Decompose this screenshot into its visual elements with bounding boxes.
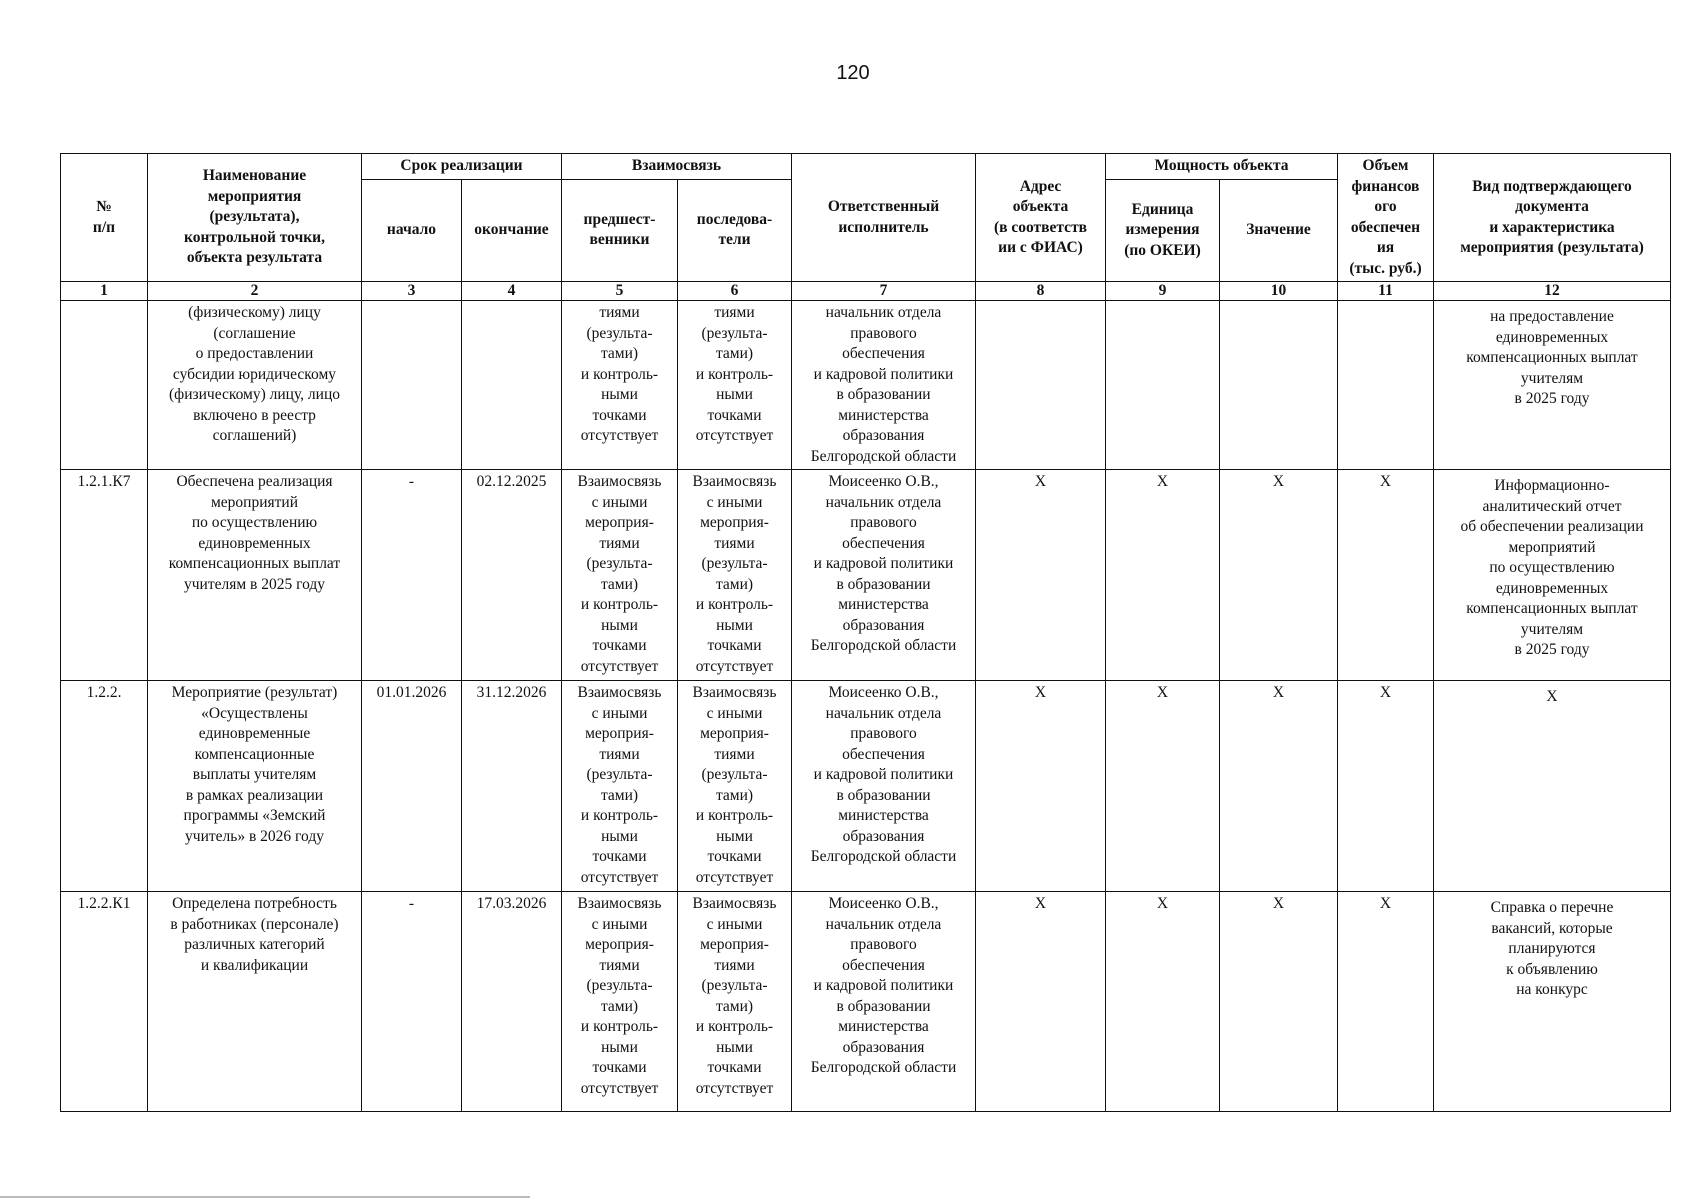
cell-value: Х (1220, 892, 1338, 1112)
cell-unit: Х (1106, 892, 1220, 1112)
column-number: 1 (61, 282, 148, 301)
cell-finance: Х (1338, 681, 1434, 892)
activities-table (60, 153, 1671, 1112)
cell-unit: Х (1106, 681, 1220, 892)
table-row (61, 301, 1671, 470)
cell-address (976, 301, 1106, 470)
table-body (61, 301, 1671, 1112)
header-term: Срок реализации (362, 154, 562, 180)
cell-finance (1338, 301, 1434, 470)
header-capacity: Мощность объекта (1106, 154, 1338, 180)
header-responsible: Ответственный исполнитель (792, 154, 976, 282)
header-unit: Единица измерения (по ОКЕИ) (1106, 179, 1220, 281)
column-number: 10 (1220, 282, 1338, 301)
page-number: 120 (836, 62, 870, 84)
cell-name: Определена потребность в работниках (персонале) различных категорий и квалификации (148, 892, 362, 1112)
cell-successors: Взаимосвязь с иными мероприя- тиями (результа- тами) и контроль- ными точками отсутствует (678, 892, 792, 1112)
table-row (61, 470, 1671, 681)
cell-num: 1.2.1.К7 (61, 470, 148, 681)
cell-responsible: начальник отдела правового обеспечения и кадровой политики в образовании министерства образования Белгородской области (792, 301, 976, 470)
scan-edge-line (0, 1196, 530, 1198)
cell-start: - (362, 892, 462, 1112)
column-number: 3 (362, 282, 462, 301)
header-value: Значение (1220, 179, 1338, 281)
cell-predecessors: Взаимосвязь с иными мероприя- тиями (результа- тами) и контроль- ными точками отсутствует (562, 681, 678, 892)
column-number-row (61, 282, 1671, 301)
cell-value (1220, 301, 1338, 470)
column-number: 4 (462, 282, 562, 301)
header-successors: последова- тели (678, 179, 792, 281)
column-number: 5 (562, 282, 678, 301)
column-number: 6 (678, 282, 792, 301)
cell-value: Х (1220, 681, 1338, 892)
cell-successors: Взаимосвязь с иными мероприя- тиями (результа- тами) и контроль- ными точками отсутствует (678, 681, 792, 892)
column-number: 7 (792, 282, 976, 301)
column-number: 12 (1434, 282, 1671, 301)
cell-name: Мероприятие (результат) «Осуществлены единовременные компенсационные выплаты учителям в рамках реализации программы «Земский учитель» в 2026 году (148, 681, 362, 892)
cell-address: Х (976, 470, 1106, 681)
cell-start: 01.01.2026 (362, 681, 462, 892)
cell-successors: Взаимосвязь с иными мероприя- тиями (результа- тами) и контроль- ными точками отсутствует (678, 470, 792, 681)
table-row (61, 892, 1671, 1112)
header-start: начало (362, 179, 462, 281)
cell-finance: Х (1338, 892, 1434, 1112)
cell-document: Справка о перечне вакансий, которые планируются к объявлению на конкурс (1434, 892, 1671, 1112)
header-end: окончание (462, 179, 562, 281)
cell-unit: Х (1106, 470, 1220, 681)
cell-end: 31.12.2026 (462, 681, 562, 892)
table-row (61, 681, 1671, 892)
header-num: № п/п (61, 154, 148, 282)
table-header (61, 154, 1671, 301)
column-number: 11 (1338, 282, 1434, 301)
column-number: 9 (1106, 282, 1220, 301)
cell-num: 1.2.2. (61, 681, 148, 892)
header-finance: Объем финансов ого обеспечен ия (тыс. руб.) (1338, 154, 1434, 282)
cell-name: Обеспечена реализация мероприятий по осуществлению единовременных компенсационных выплат учителям в 2025 году (148, 470, 362, 681)
header-document: Вид подтверждающего документа и характеристика мероприятия (результата) (1434, 154, 1671, 282)
cell-end: 02.12.2025 (462, 470, 562, 681)
cell-start: - (362, 470, 462, 681)
cell-document: на предоставление единовременных компенсационных выплат учителям в 2025 году (1434, 301, 1671, 470)
cell-value: Х (1220, 470, 1338, 681)
cell-address: Х (976, 892, 1106, 1112)
cell-responsible: Моисеенко О.В., начальник отдела правового обеспечения и кадровой политики в образовании министерства образования Белгородской области (792, 470, 976, 681)
cell-predecessors: Взаимосвязь с иными мероприя- тиями (результа- тами) и контроль- ными точками отсутствует (562, 470, 678, 681)
cell-name: (физическому) лицу (соглашение о предоставлении субсидии юридическому (физическому) лицу, лицо включено в реестр соглашений) (148, 301, 362, 470)
column-number: 2 (148, 282, 362, 301)
cell-finance: Х (1338, 470, 1434, 681)
cell-predecessors: Взаимосвязь с иными мероприя- тиями (результа- тами) и контроль- ными точками отсутствует (562, 892, 678, 1112)
cell-document: Х (1434, 681, 1671, 892)
cell-unit (1106, 301, 1220, 470)
cell-responsible: Моисеенко О.В., начальник отдела правового обеспечения и кадровой политики в образовании министерства образования Белгородской области (792, 681, 976, 892)
cell-predecessors: тиями (результа- тами) и контроль- ными точками отсутствует (562, 301, 678, 470)
cell-end (462, 301, 562, 470)
cell-start (362, 301, 462, 470)
header-link: Взаимосвязь (562, 154, 792, 180)
cell-num (61, 301, 148, 470)
cell-end: 17.03.2026 (462, 892, 562, 1112)
cell-responsible: Моисеенко О.В., начальник отдела правового обеспечения и кадровой политики в образовании министерства образования Белгородской области (792, 892, 976, 1112)
header-address: Адрес объекта (в соответств ии с ФИАС) (976, 154, 1106, 282)
cell-address: Х (976, 681, 1106, 892)
header-name: Наименование мероприятия (результата), контрольной точки, объекта результата (148, 154, 362, 282)
cell-num: 1.2.2.К1 (61, 892, 148, 1112)
cell-document: Информационно- аналитический отчет об обеспечении реализации мероприятий по осуществлению единовременных компенсационных выплат учителям в 2025 году (1434, 470, 1671, 681)
cell-successors: тиями (результа- тами) и контроль- ными точками отсутствует (678, 301, 792, 470)
header-predecessors: предшест- венники (562, 179, 678, 281)
column-number: 8 (976, 282, 1106, 301)
